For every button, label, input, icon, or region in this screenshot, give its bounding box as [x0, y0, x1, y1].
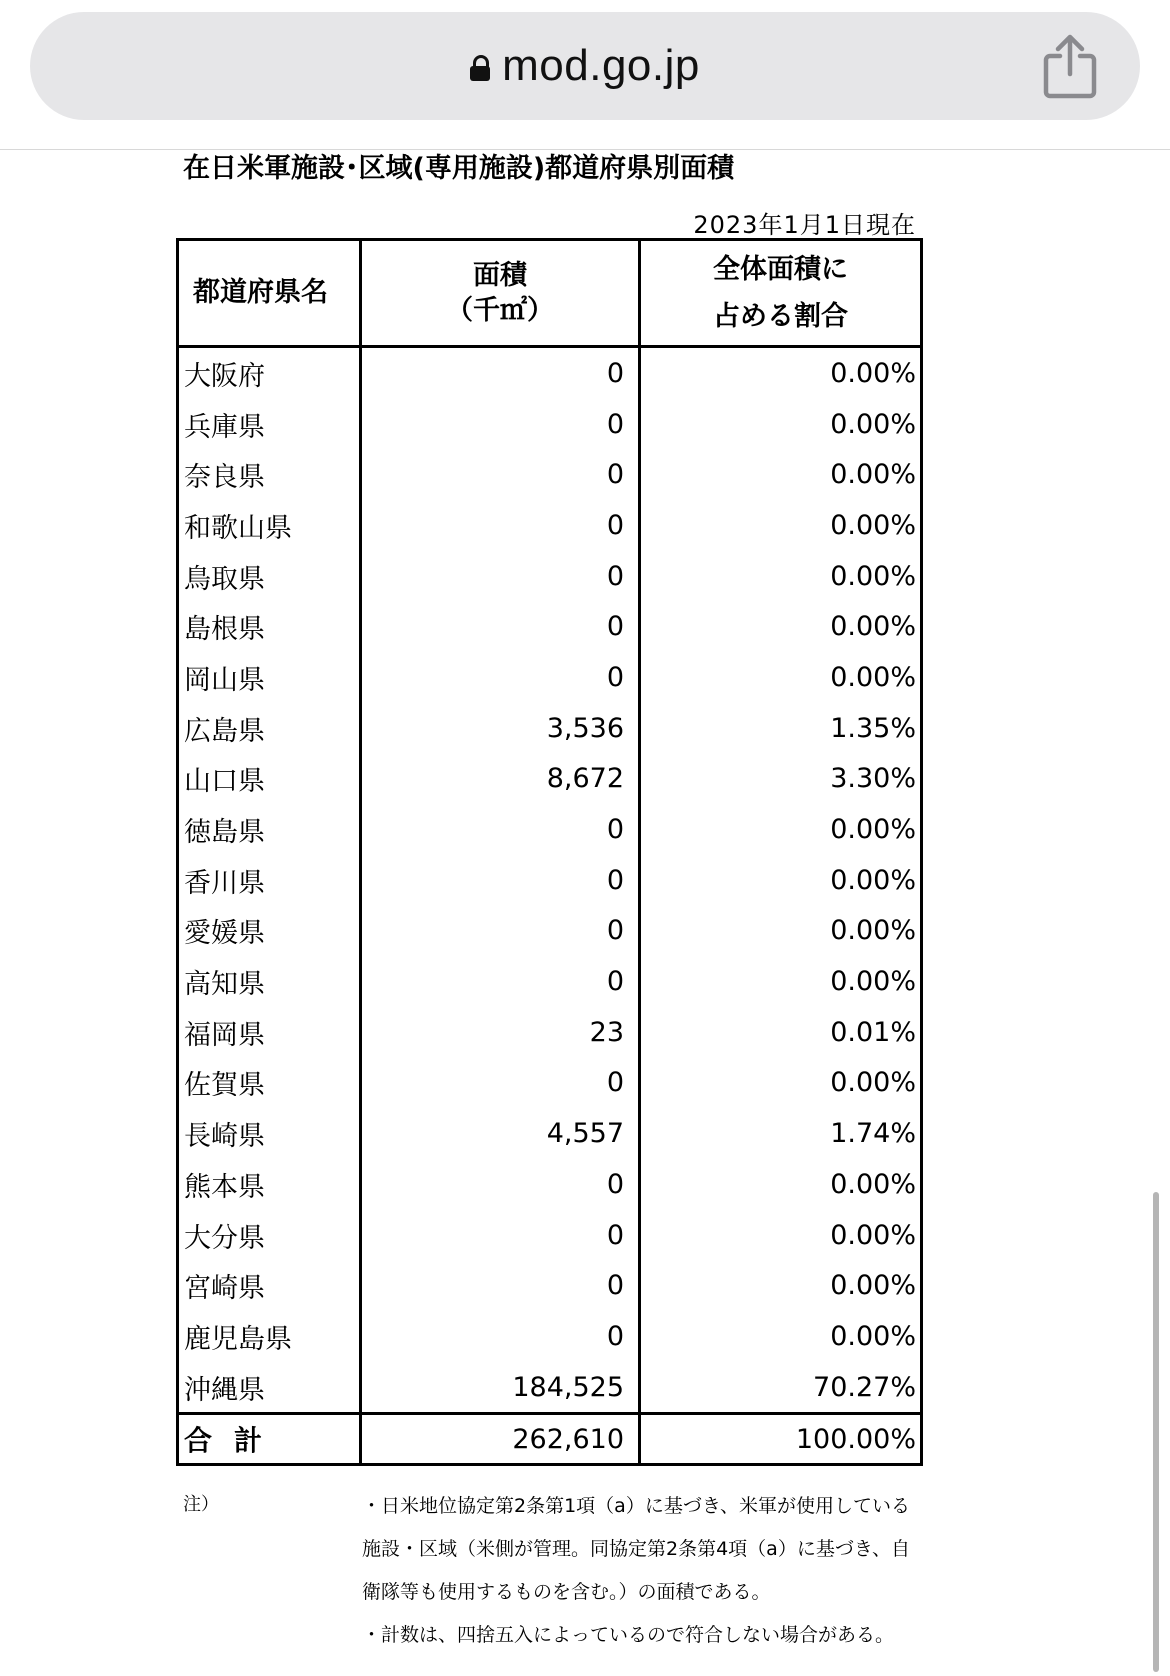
cell-share: 0.00%	[640, 449, 922, 500]
cell-area: 0	[361, 804, 640, 855]
table-row	[178, 1362, 922, 1414]
note-line: ・計数は、四捨五入によっているので符合しない場合がある。	[362, 1624, 895, 1646]
as-of-date: 2023年1月1日現在	[693, 211, 916, 239]
cell-area: 0	[361, 1311, 640, 1362]
cell-area: 8,672	[361, 754, 640, 805]
header-prefecture: 都道府県名	[178, 240, 361, 347]
table-row	[178, 399, 922, 450]
cell-prefecture: 宮崎県	[178, 1260, 361, 1311]
table-row	[178, 906, 922, 957]
header-share	[640, 240, 922, 347]
cell-prefecture: 愛媛県	[178, 906, 361, 957]
cell-share: 0.00%	[640, 956, 922, 1007]
cell-area: 0	[361, 1058, 640, 1109]
cell-prefecture: 岡山県	[178, 652, 361, 703]
table-row	[178, 855, 922, 906]
note-line: 衛隊等も使用するものを含む。）の面積である。	[362, 1581, 771, 1603]
cell-share: 0.00%	[640, 855, 922, 906]
table-row	[178, 703, 922, 754]
cell-prefecture: 広島県	[178, 703, 361, 754]
cell-share: 0.00%	[640, 1260, 922, 1311]
cell-area: 4,557	[361, 1108, 640, 1159]
cell-area: 184,525	[361, 1362, 640, 1414]
cell-area: 0	[361, 1159, 640, 1210]
lock-icon	[470, 55, 490, 81]
table-row	[178, 754, 922, 805]
cell-share: 0.00%	[640, 1311, 922, 1362]
browser-toolbar	[0, 0, 1170, 150]
header-share-line1: 全体面積に	[713, 253, 848, 285]
table-body	[178, 347, 922, 1414]
note-line: 施設・区域（米側が管理。同協定第2条第4項（a）に基づき、自	[362, 1538, 911, 1560]
cell-share: 0.00%	[640, 399, 922, 450]
document-title: 在日米軍施設･区域(専用施設)都道府県別面積	[183, 153, 735, 184]
cell-prefecture: 鳥取県	[178, 551, 361, 602]
prefecture-area-table	[176, 238, 923, 1466]
share-icon[interactable]	[1040, 32, 1100, 100]
cell-area: 0	[361, 855, 640, 906]
table-row	[178, 551, 922, 602]
cell-area: 0	[361, 1260, 640, 1311]
cell-prefecture: 奈良県	[178, 449, 361, 500]
cell-share: 0.00%	[640, 1159, 922, 1210]
table-row	[178, 1108, 922, 1159]
table-row	[178, 449, 922, 500]
cell-share: 0.00%	[640, 1210, 922, 1261]
cell-share: 0.00%	[640, 601, 922, 652]
url-text[interactable]: mod.go.jp	[502, 41, 700, 90]
total-share: 100.00%	[640, 1414, 922, 1465]
cell-prefecture: 大分県	[178, 1210, 361, 1261]
cell-prefecture: 長崎県	[178, 1108, 361, 1159]
cell-area: 0	[361, 500, 640, 551]
cell-share: 1.35%	[640, 703, 922, 754]
cell-area: 23	[361, 1007, 640, 1058]
cell-area: 0	[361, 652, 640, 703]
cell-share: 0.00%	[640, 804, 922, 855]
cell-prefecture: 島根県	[178, 601, 361, 652]
cell-area: 0	[361, 956, 640, 1007]
table-row	[178, 601, 922, 652]
table-row	[178, 1007, 922, 1058]
cell-share: 0.01%	[640, 1007, 922, 1058]
cell-prefecture: 山口県	[178, 754, 361, 805]
cell-share: 0.00%	[640, 551, 922, 602]
table-row	[178, 1058, 922, 1109]
cell-prefecture: 高知県	[178, 956, 361, 1007]
cell-prefecture: 鹿児島県	[178, 1311, 361, 1362]
table-row	[178, 804, 922, 855]
scrollbar[interactable]	[1153, 1192, 1159, 1672]
cell-prefecture: 佐賀県	[178, 1058, 361, 1109]
cell-prefecture: 兵庫県	[178, 399, 361, 450]
cell-area: 0	[361, 551, 640, 602]
table-row	[178, 1311, 922, 1362]
header-area-line1: 面積	[473, 259, 527, 291]
total-area: 262,610	[361, 1414, 640, 1465]
header-share-line2: 占める割合	[713, 301, 848, 332]
table-row	[178, 500, 922, 551]
cell-share: 70.27%	[640, 1362, 922, 1414]
cell-share: 0.00%	[640, 347, 922, 399]
address-bar-content	[30, 12, 1140, 120]
cell-area: 0	[361, 399, 640, 450]
header-area	[361, 240, 640, 347]
table-row	[178, 1159, 922, 1210]
cell-prefecture: 沖縄県	[178, 1362, 361, 1414]
cell-prefecture: 大阪府	[178, 347, 361, 399]
cell-prefecture: 福岡県	[178, 1007, 361, 1058]
cell-share: 0.00%	[640, 652, 922, 703]
cell-area: 0	[361, 906, 640, 957]
cell-prefecture: 和歌山県	[178, 500, 361, 551]
cell-area: 0	[361, 601, 640, 652]
cell-area: 0	[361, 449, 640, 500]
cell-area: 0	[361, 347, 640, 399]
table-row	[178, 347, 922, 399]
table-row	[178, 652, 922, 703]
cell-share: 0.00%	[640, 1058, 922, 1109]
total-row	[178, 1414, 922, 1465]
total-label: 合計	[178, 1414, 361, 1465]
table-row	[178, 956, 922, 1007]
cell-share: 0.00%	[640, 906, 922, 957]
notes-label: 注）	[183, 1494, 219, 1515]
cell-area: 3,536	[361, 703, 640, 754]
header-area-line2: （千㎡）	[446, 295, 554, 326]
address-bar[interactable]	[30, 12, 1140, 120]
cell-prefecture: 徳島県	[178, 804, 361, 855]
table-row	[178, 1260, 922, 1311]
cell-share: 3.30%	[640, 754, 922, 805]
table-row	[178, 1210, 922, 1261]
notes	[362, 1485, 922, 1657]
cell-area: 0	[361, 1210, 640, 1261]
cell-share: 0.00%	[640, 500, 922, 551]
cell-share: 1.74%	[640, 1108, 922, 1159]
note-line: ・日米地位協定第2条第1項（a）に基づき、米軍が使用している	[362, 1495, 911, 1517]
cell-prefecture: 熊本県	[178, 1159, 361, 1210]
table-header-row	[178, 240, 922, 347]
cell-prefecture: 香川県	[178, 855, 361, 906]
